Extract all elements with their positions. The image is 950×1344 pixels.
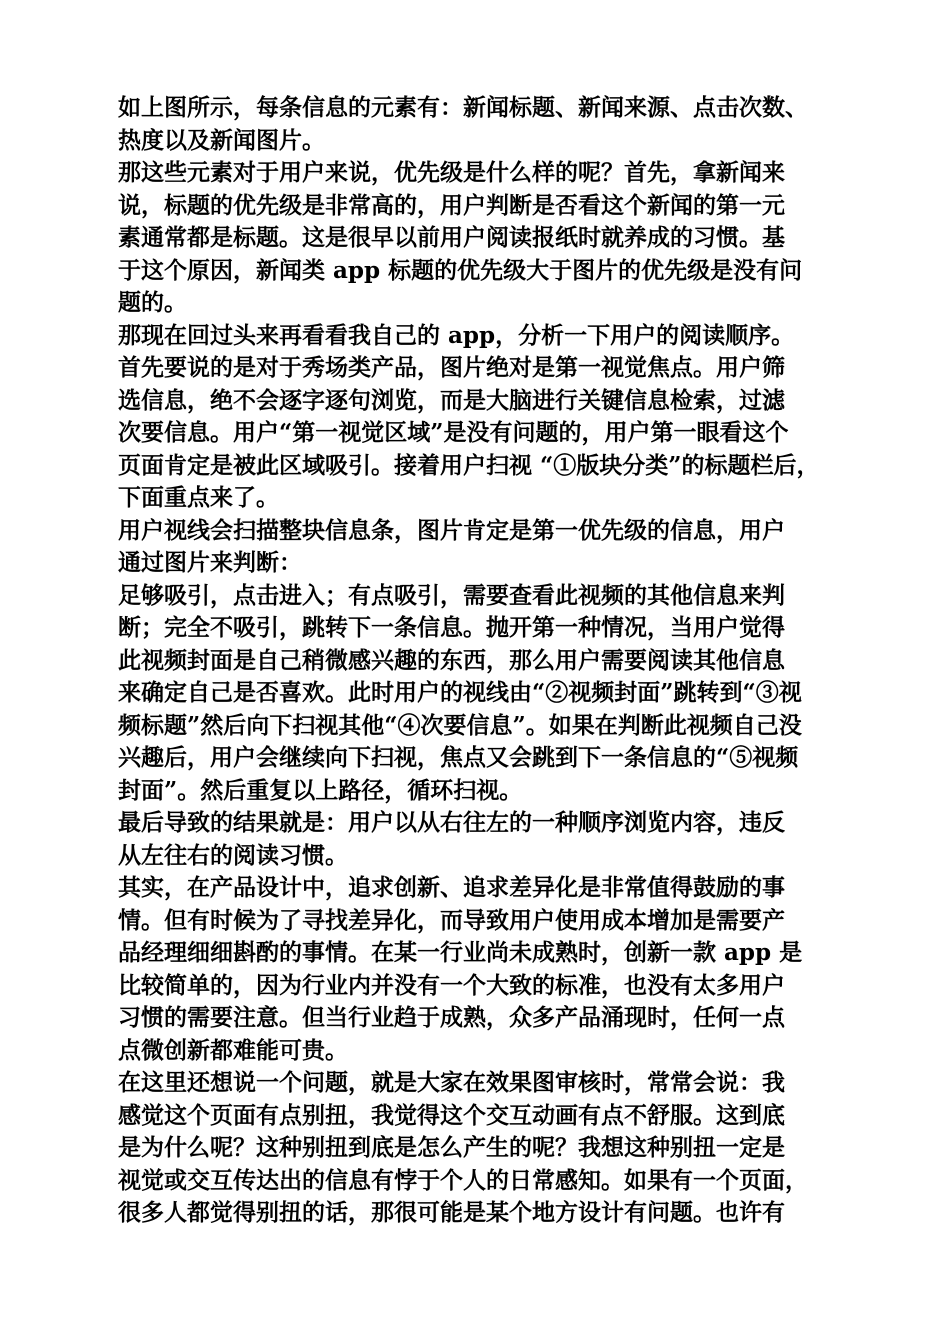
- text-line: 频标题”然后向下扫视其他“④次要信息”。如果在判断此视频自己没: [118, 711, 802, 739]
- text-line: 素通常都是标题。这是很早以前用户阅读报纸时就养成的习惯。基: [118, 224, 785, 251]
- text-line: 品经理细细斟酌的事情。在某一行业尚未成熟时，创新一款 app 是: [118, 939, 803, 966]
- text-line: 来确定自己是否喜欢。此时用户的视线由“②视频封面”跳转到“③视: [118, 679, 802, 706]
- text-line: 通过图片来判断：: [118, 549, 302, 576]
- text-line: 下面重点来了。: [118, 484, 279, 511]
- text-line: 于这个原因，新闻类 app 标题的优先级大于图片的优先级是没有问: [118, 256, 803, 284]
- text-line: 很多人都觉得别扭的话，那很可能是某个地方设计有问题。也许有: [118, 1199, 785, 1226]
- text-line: 断；完全不吸引，跳转下一条信息。抛开第一种情况，当用户觉得: [118, 614, 785, 641]
- text-line: 视觉或交互传达出的信息有悖于个人的日常感知。如果有一个页面，: [118, 1166, 808, 1194]
- text-line: 足够吸引，点击进入；有点吸引，需要查看此视频的其他信息来判: [118, 581, 785, 609]
- text-line: 那现在回过头来再看看我自己的 app，分析一下用户的阅读顺序。: [118, 321, 795, 349]
- document-body: [118, 92, 848, 1230]
- text-line: 热度以及新闻图片。: [118, 126, 325, 154]
- text-line: 说，标题的优先级是非常高的，用户判断是否看这个新闻的第一元: [118, 191, 785, 219]
- text-line: 那这些元素对于用户来说，优先级是什么样的呢？首先，拿新闻来: [118, 159, 785, 186]
- text-line: 其实，在产品设计中，追求创新、追求差异化是非常值得鼓励的事: [118, 874, 785, 901]
- text-line: 感觉这个页面有点别扭，我觉得这个交互动画有点不舒服。这到底: [118, 1101, 785, 1129]
- text-line: 选信息，绝不会逐字逐句浏览，而是大脑进行关键信息检索，过滤: [118, 386, 785, 414]
- text-line: 用户视线会扫描整块信息条，图片肯定是第一优先级的信息，用户: [118, 516, 785, 544]
- text-line: 点微创新都难能可贵。: [118, 1036, 348, 1064]
- text-line: 兴趣后，用户会继续向下扫视，焦点又会跳到下一条信息的“⑤视频: [118, 744, 799, 771]
- text-line: 习惯的需要注意。但当行业趋于成熟，众多产品涌现时，任何一点: [118, 1004, 785, 1031]
- text-line: 首先要说的是对于秀场类产品，图片绝对是第一视觉焦点。用户筛: [118, 354, 785, 381]
- text-line: 是为什么呢？这种别扭到底是怎么产生的呢？我想这种别扭一定是: [118, 1134, 785, 1161]
- text-line: 页面肯定是被此区域吸引。接着用户扫视 “①版块分类”的标题栏后，: [118, 451, 820, 479]
- text-line: 在这里还想说一个问题，就是大家在效果图审核时，常常会说：我: [118, 1069, 785, 1096]
- text-line: 从左往右的阅读习惯。: [118, 841, 348, 869]
- text-line: 此视频封面是自己稍微感兴趣的东西，那么用户需要阅读其他信息: [118, 646, 785, 674]
- text-line: 次要信息。用户“第一视觉区域”是没有问题的，用户第一眼看这个: [118, 419, 789, 446]
- text-line: 如上图所示，每条信息的元素有：新闻标题、新闻来源、点击次数、: [118, 94, 808, 121]
- text-line: 封面”。然后重复以上路径，循环扫视。: [118, 776, 523, 804]
- text-line: 情。但有时候为了寻找差异化，而导致用户使用成本增加是需要产: [118, 906, 785, 934]
- text-line: 最后导致的结果就是：用户以从右往左的一种顺序浏览内容，违反: [118, 809, 785, 836]
- text-line: 比较简单的，因为行业内并没有一个大致的标准，也没有太多用户: [118, 971, 785, 999]
- text-line: 题的。: [118, 289, 187, 316]
